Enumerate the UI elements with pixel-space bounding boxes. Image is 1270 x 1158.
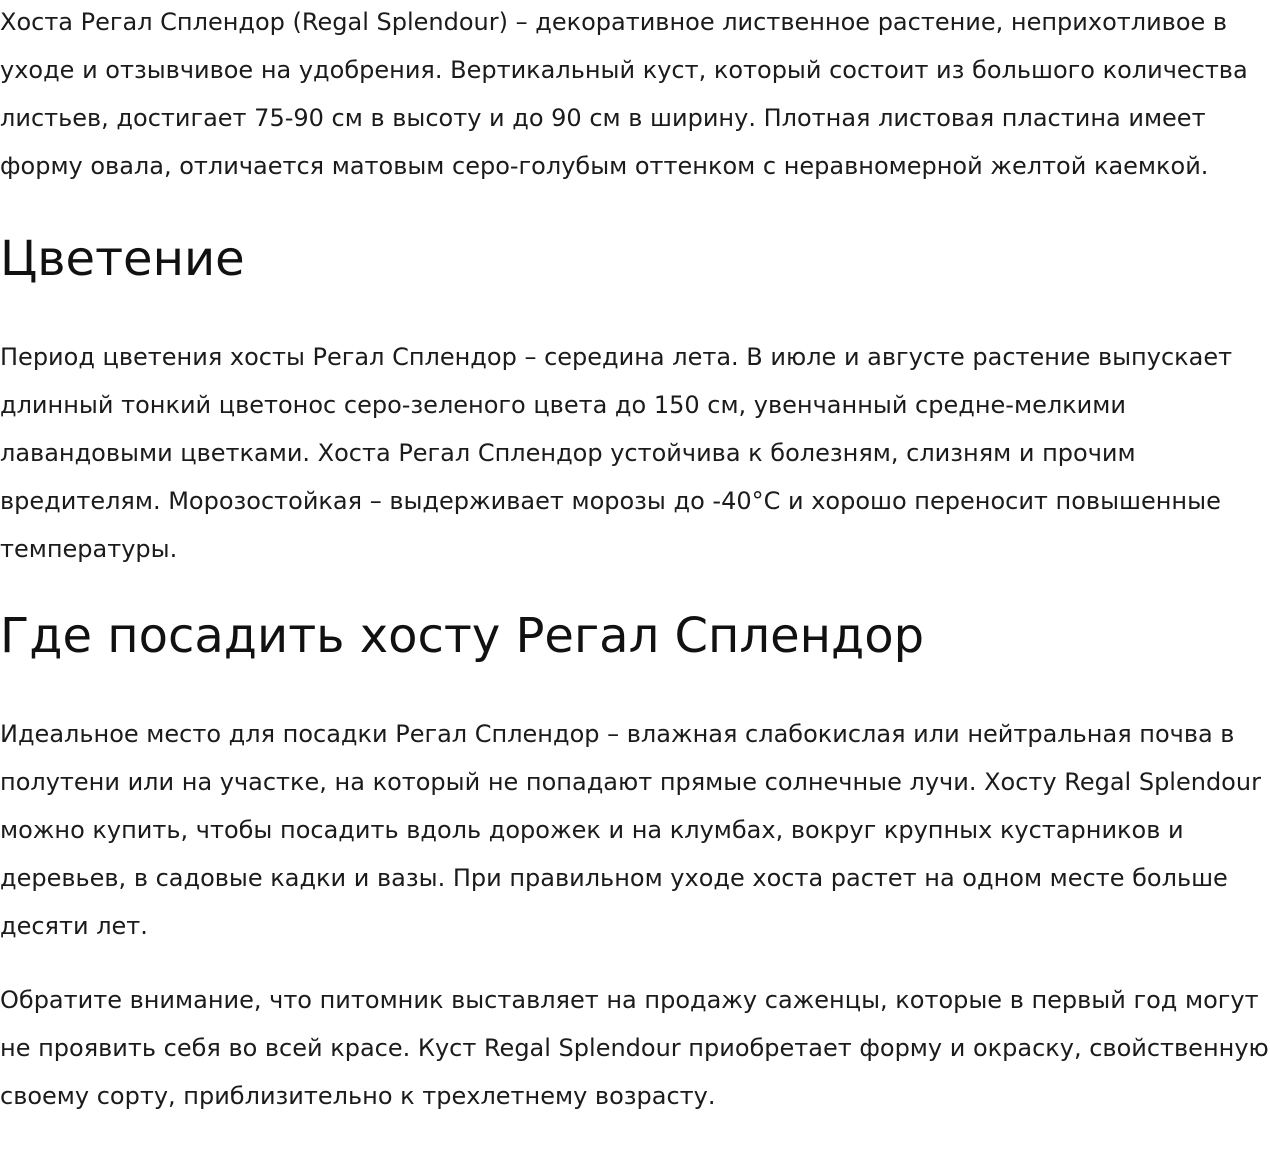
where-to-plant-paragraph: Идеальное место для посадки Регал Сплендор – влажная слабокислая или нейтральная почва в полутени или на участке, на который не попадают прямые солнечные лучи. Хосту Regal Splendour можно купить, чтобы посадить вдоль дорожек и на клумбах, вокруг крупных кустарников и деревьев, в садовые кадки и вазы. При правильном уходе хоста растет на одном месте больше десяти лет. <box>0 720 1261 940</box>
note-paragraph: Обратите внимание, что питомник выставляет на продажу саженцы, которые в первый год могут не проявить себя во всей красе. Куст Regal Splendour приобретает форму и окраску, свойственную своему сорту, приблизительно к трехлетнему возрасту. <box>0 986 1269 1110</box>
flowering-heading: Цветение <box>0 231 245 287</box>
where-to-plant-heading: Где посадить хосту Регал Сплендор <box>0 608 925 664</box>
flowering-paragraph: Период цветения хосты Регал Сплендор – середина лета. В июле и августе растение выпускает длинный тонкий цветонос серо-зеленого цвета до 150 см, увенчанный средне-мелкими лавандовыми цветками. Хоста Регал Сплендор устойчива к болезням, слизням и прочим вредителям. Морозостойкая – выдерживает морозы до -40°С и хорошо переносит повышенные температуры. <box>0 343 1233 563</box>
intro-paragraph: Хоста Регал Сплендор (Regal Splendour) – декоративное лиственное растение, неприхотливое в уходе и отзывчивое на удобрения. Вертикальный куст, который состоит из большого количества листьев, достигает 75-90 см в высоту и до 90 см в ширину. Плотная листовая пластина имеет форму овала, отличается матовым серо-голубым оттенком с неравномерной желтой каемкой. <box>0 8 1248 180</box>
